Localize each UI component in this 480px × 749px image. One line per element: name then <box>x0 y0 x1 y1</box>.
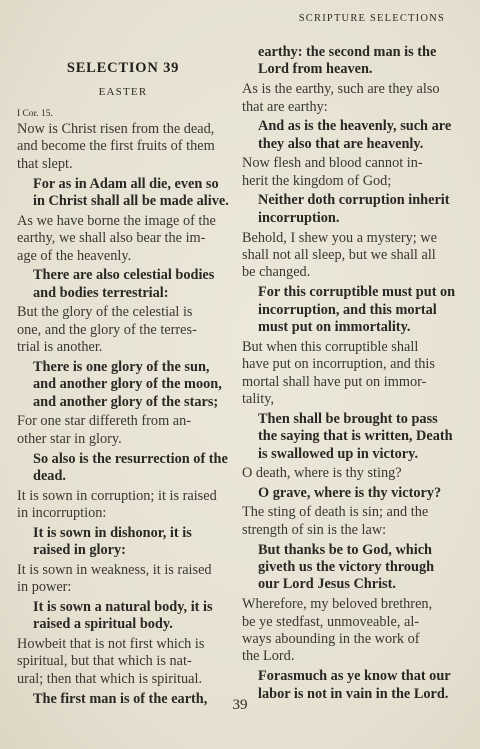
selection-subtitle: EASTER <box>98 86 148 98</box>
verse-line: in Christ shall all be made alive. <box>33 193 229 209</box>
verse-line: is swallowed up in victory. <box>258 445 419 462</box>
verse-line: have put on incorruption, and this <box>242 356 435 373</box>
verse-line: one, and the glory of the terres- <box>17 321 197 338</box>
verse-line: the saying that is written, Death <box>258 428 453 445</box>
verse-line: and bodies terrestrial: <box>33 284 169 301</box>
verse-line: age of the heavenly. <box>17 247 132 264</box>
verse-line: in incorruption: <box>17 505 107 522</box>
verse-line: It is sown in corruption; it is raised <box>17 487 217 504</box>
verse-line: It is sown in weakness, it is raised <box>17 561 212 578</box>
verse-line: ways abounding in the work of <box>242 631 420 647</box>
verse-line: labor is not in vain in the Lord. <box>258 685 449 702</box>
verse-line: For as in Adam all die, even so <box>33 175 219 192</box>
verse-line: the Lord. <box>242 648 295 665</box>
verse-line: As we have borne the image of the <box>17 212 216 229</box>
verse-line: be ye stedfast, unmoveable, al- <box>242 613 420 630</box>
verse-line: Behold, I shew you a mystery; we <box>242 229 437 246</box>
verse-line: strength of sin is the law: <box>242 521 387 538</box>
selection-title: SELECTION 39 <box>66 60 180 76</box>
verse-line: in power: <box>17 579 72 596</box>
verse-line: For this corruptible must put on <box>258 284 456 301</box>
verse-line: Now flesh and blood cannot in- <box>242 155 423 172</box>
verse-line: As is the earthy, such are they also <box>242 81 440 98</box>
verse-line: O death, where is thy sting? <box>242 465 402 482</box>
page-number: 39 <box>232 697 248 713</box>
verse-line: There are also celestial bodies <box>33 267 215 284</box>
verse-line: incorruption, and this mortal <box>258 301 437 318</box>
verse-line: The sting of death is sin; and the <box>242 504 429 521</box>
verse-line: trial is another. <box>17 339 103 356</box>
verse-line: But the glory of the celestial is <box>17 304 193 321</box>
verse-line: Forasmuch as ye know that our <box>258 668 451 685</box>
verse-line: be changed. <box>242 264 311 281</box>
verse-line: and become the first fruits of them <box>17 138 215 155</box>
verse-line: The first man is of the earth, <box>33 690 208 707</box>
verse-line: But when this corruptible shall <box>242 338 419 355</box>
verse-line: herit the kingdom of God; <box>242 172 392 189</box>
verse-line: and another glory of the stars; <box>33 393 219 410</box>
verse-line: Howbeit that is not first which is <box>17 636 205 652</box>
verse-line: they also that are heavenly. <box>258 135 424 152</box>
verse-line: that slept. <box>17 155 73 172</box>
verse-line: earthy: the second man is the <box>258 44 437 60</box>
verse-line: raised a spiritual body. <box>33 616 173 633</box>
verse-line: It is sown in dishonor, it is <box>33 524 192 541</box>
verse-line: earthy, we shall also bear the im- <box>17 230 206 247</box>
verse-line: Lord from heaven. <box>258 61 373 78</box>
verse-line: ural; then that which is spiritual. <box>17 670 203 687</box>
verse-line: must put on immortality. <box>258 318 411 335</box>
running-head: SCRIPTURE SELECTIONS <box>298 13 445 24</box>
scripture-reference: I Cor. 15. <box>17 109 53 119</box>
verse-line: There is one glory of the sun, <box>33 358 210 375</box>
verse-line: raised in glory: <box>33 542 126 559</box>
verse-line: But thanks be to God, which <box>258 541 432 558</box>
verse-line: spiritual, but that which is nat- <box>17 653 192 670</box>
verse-line: tality, <box>242 390 275 407</box>
verse-line: Neither doth corruption inherit <box>258 192 450 209</box>
verse-line: Wherefore, my beloved brethren, <box>242 596 433 613</box>
verse-line: other star in glory. <box>17 430 122 447</box>
verse-line: Then shall be brought to pass <box>258 410 438 427</box>
verse-line: So also is the resurrection of the <box>33 450 228 467</box>
verse-line: our Lord Jesus Christ. <box>258 576 396 593</box>
verse-line: For one star differeth from an- <box>17 413 192 430</box>
verse-line: And as is the heavenly, such are <box>258 118 452 135</box>
verse-line: that are earthy: <box>242 98 328 115</box>
verse-line: Now is Christ risen from the dead, <box>17 121 215 137</box>
verse-line: and another glory of the moon, <box>33 376 222 393</box>
verse-line: giveth us the victory through <box>258 559 435 575</box>
verse-line: incorruption. <box>258 209 340 226</box>
verse-line: shall not all sleep, but we shall all <box>242 246 436 263</box>
verse-line: O grave, where is thy victory? <box>258 484 442 501</box>
verse-line: dead. <box>33 467 66 484</box>
verse-line: mortal shall have put on immor- <box>242 373 427 390</box>
verse-line: It is sown a natural body, it is <box>33 598 213 615</box>
